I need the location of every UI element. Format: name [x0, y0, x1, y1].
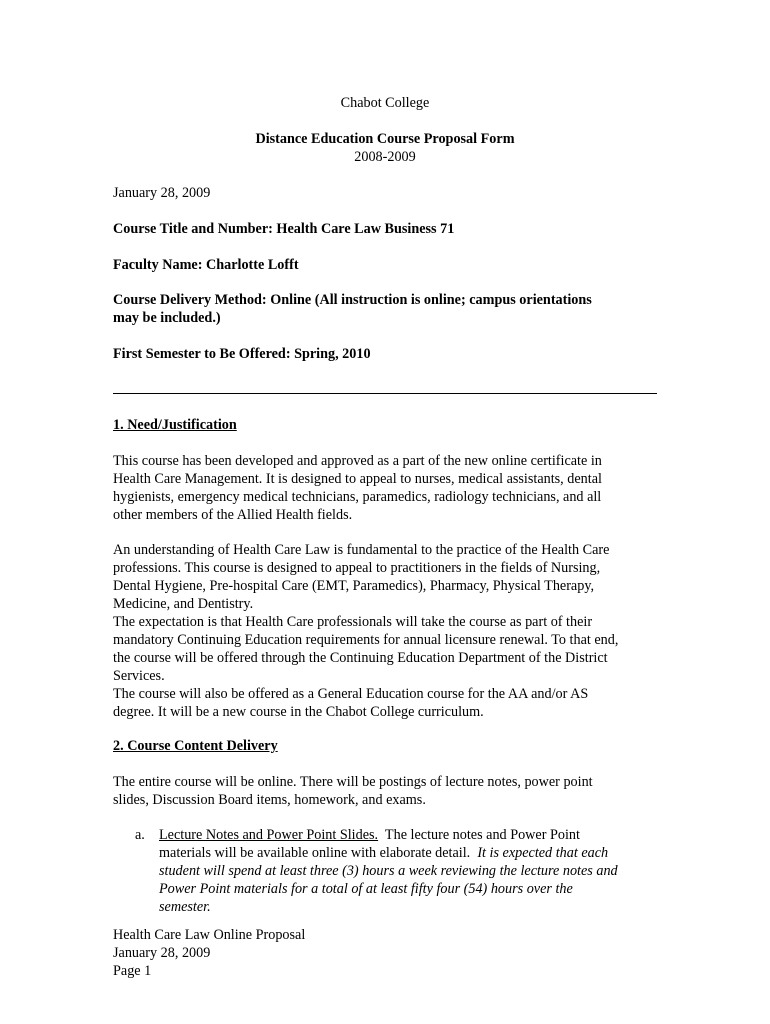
section2-paragraph1: [113, 773, 663, 809]
list-item-a: [159, 826, 669, 916]
list-item-line: [159, 826, 669, 844]
delivery-method-line1: Course Delivery Method: Online (All instruction is online; campus orientations: [113, 292, 592, 308]
paragraph-line: degree. It will be a new course in the Chabot College curriculum.: [113, 704, 484, 720]
section2-heading: 2. Course Content Delivery: [113, 738, 278, 754]
section1-paragraph2: [113, 541, 663, 721]
paragraph-line: mandatory Continuing Education requirements for annual licensure renewal. To that end,: [113, 632, 619, 648]
paragraph-line: The expectation is that Health Care professionals will take the course as part of their: [113, 614, 593, 630]
list-item-line: student will spend at least three (3) hours a week reviewing the lecture notes and: [159, 863, 618, 879]
list-item-text: The lecture notes and Power Point: [378, 827, 580, 843]
paragraph-line: other members of the Allied Health fields.: [113, 507, 353, 523]
list-item-italic: It is expected that each: [477, 845, 609, 861]
list-item-line: semester.: [159, 899, 211, 915]
paragraph-line: Dental Hygiene, Pre-hospital Care (EMT, Paramedics), Pharmacy, Physical Therapy,: [113, 578, 595, 594]
college-name: Chabot College: [340, 95, 430, 111]
course-title-field: Course Title and Number: Health Care Law Business 71: [113, 221, 455, 237]
list-item-title: Lecture Notes and Power Point Slides.: [159, 827, 379, 843]
footer-page: Page 1: [113, 963, 152, 979]
footer-date: January 28, 2009: [113, 945, 211, 961]
paragraph-line: An understanding of Health Care Law is fundamental to the practice of the Health Care: [113, 542, 610, 558]
paragraph-line: professions. This course is designed to appeal to practitioners in the fields of Nursing,: [113, 560, 601, 576]
horizontal-rule: [113, 393, 657, 394]
first-semester-field: First Semester to Be Offered: Spring, 2010: [113, 346, 371, 362]
list-item-text: materials will be available online with elaborate detail.: [159, 845, 478, 861]
section1-paragraph1: [113, 452, 663, 524]
footer-title: Health Care Law Online Proposal: [113, 927, 306, 943]
paragraph-line: This course has been developed and approved as a part of the new online certificate in: [113, 453, 602, 469]
document-date: January 28, 2009: [113, 185, 211, 201]
paragraph-line: Health Care Management. It is designed to appeal to nurses, medical assistants, dental: [113, 471, 602, 487]
faculty-name-field: Faculty Name: Charlotte Lofft: [113, 257, 299, 273]
paragraph-line: slides, Discussion Board items, homework, and exams.: [113, 792, 426, 808]
paragraph-line: Medicine, and Dentistry.: [113, 596, 254, 612]
paragraph-line: The course will also be offered as a General Education course for the AA and/or AS: [113, 686, 589, 702]
list-item-line: Power Point materials for a total of at least fifty four (54) hours over the: [159, 881, 573, 897]
list-item-letter: a.: [135, 827, 145, 843]
paragraph-line: the course will be offered through the Continuing Education Department of the District: [113, 650, 608, 666]
paragraph-line: hygienists, emergency medical technicians, paramedics, radiology technicians, and all: [113, 489, 602, 505]
paragraph-line: Services.: [113, 668, 165, 684]
delivery-method-line2: may be included.): [113, 310, 221, 326]
paragraph-line: The entire course will be online. There will be postings of lecture notes, power point: [113, 774, 593, 790]
form-title: Distance Education Course Proposal Form: [255, 131, 515, 147]
section1-heading: 1. Need/Justification: [113, 417, 237, 433]
list-item-line: [159, 844, 669, 862]
form-year: 2008-2009: [354, 149, 416, 165]
